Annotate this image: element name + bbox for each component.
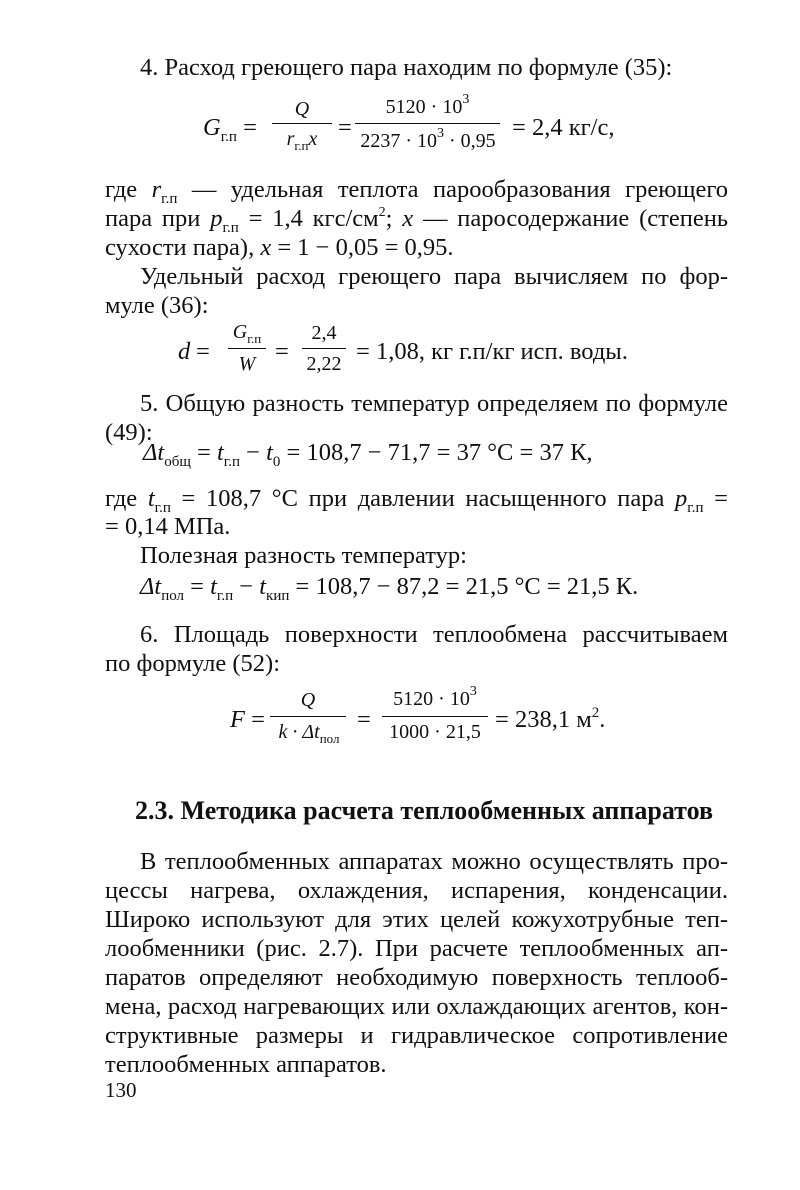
eq5-lhs: F = [230, 706, 265, 733]
where-line-2: пара при $p_{г.п} = 1,4$ кгс/$см^2$; x — паросодержание (степень [105, 205, 728, 236]
eq1-denominator: $r_{г.п}x$ [286, 128, 318, 153]
eq2-numerator-value: 2,4 [311, 322, 337, 344]
eq2-equals-2: = [275, 338, 289, 365]
paragraph-line: теплообменных аппаратов. [105, 1051, 387, 1078]
eq5-equals: = [357, 706, 371, 733]
section5-intro-line-1: 5. Общую разность температур определяем по формуле [140, 390, 728, 417]
eq1-equals: = [338, 114, 352, 141]
where-line-1: где $r_{г.п}$ — удельная теплота парообразования греющего [105, 176, 729, 207]
eq1-fraction-bar [272, 123, 332, 124]
where-line-3: сухости пара), x = 1 − 0,05 = 0,95. [105, 234, 454, 261]
eq1-numerator: Q [294, 98, 310, 120]
eq5-result: = 238,1 $м^2$. [495, 705, 606, 733]
eq2-denominator-value: 2,22 [306, 353, 342, 375]
eq1-lhs: $G_{г.п}$ = [203, 114, 257, 145]
eq2-values-bar [302, 348, 346, 349]
eq1-values-bar [355, 123, 500, 124]
section-heading: 2.3. Методика расчета теплообменных аппаратов [135, 796, 714, 825]
eq5-denominator: $k \cdot \Delta t_{пол}$ [278, 721, 340, 746]
eq2-numerator: $G_{г.п}$ [232, 321, 262, 346]
useful-difference-intro: Полезная разность температур: [140, 542, 467, 569]
section5-intro-line-2: (49): [105, 419, 153, 446]
paragraph-line: структивные размеры и гидравлическое сопротивление [105, 1022, 728, 1049]
eq5-numerator-values: $5120 \cdot 10^3$ [393, 684, 477, 710]
page-number: 130 [105, 1078, 137, 1102]
section4-intro: 4. Расход греющего пара находим по формуле (35): [140, 54, 673, 81]
eq2-equals-1: = [196, 338, 210, 365]
paragraph-line: паратов определяют необходимую поверхность теплооб- [105, 964, 728, 991]
eq2-fraction-bar [228, 348, 266, 349]
equation-total-temperature-difference: $\Delta t_{общ} = t_{г.п} - t_0 = 108,7 - 71,7 = 37$ °С = 37 К, [143, 439, 593, 470]
eq5-numerator: Q [300, 689, 316, 711]
specific-consumption-line-2: муле (36): [105, 292, 209, 319]
eq2-result: = 1,08, кг г.п/кг исп. воды. [356, 338, 628, 365]
paragraph-line: цессы нагрева, охлаждения, испарения, конденсации. [105, 877, 728, 904]
paragraph-line: лообменники (рис. 2.7). При расчете теплообменных ап- [105, 935, 728, 962]
eq1-denominator-values: $2237 \cdot 10^3 \cdot 0,95$ [360, 126, 496, 152]
paragraph-line: В теплообменных аппаратах можно осуществлять про- [140, 848, 728, 875]
where2-line-2: = 0,14 МПа. [105, 513, 231, 540]
section6-intro-line-2: по формуле (52): [105, 650, 281, 677]
equation-useful-temperature-difference: $\Delta t_{пол} = t_{г.п} - t_{кип} = 108,7 - 87,2 = 21,5$ °С = 21,5 К. [140, 573, 639, 604]
where2-line-1: где $t_{г.п} = 108,7$ °С при давлении насыщенного пара $p_{г.п}$ = [105, 485, 729, 516]
eq1-result: = 2,4 кг/с, [512, 114, 615, 141]
eq5-fraction-bar [270, 716, 346, 717]
eq2-denominator: W [238, 353, 256, 375]
paragraph-line: Широко используют для этих целей кожухотрубные теп- [105, 906, 728, 933]
paragraph-line: мена, расход нагревающих или охлаждающих агентов, кон- [105, 993, 728, 1020]
eq2-lhs: d [178, 338, 191, 365]
eq5-denominator-values: 1000 · 21,5 [389, 721, 481, 743]
specific-consumption-line-1: Удельный расход греющего пара вычисляем по фор- [140, 263, 728, 290]
eq1-numerator-values: $5120 \cdot 10^3$ [385, 92, 470, 118]
eq5-values-bar [382, 716, 488, 717]
section6-intro-line-1: 6. Площадь поверхности теплообмена рассчитываем [140, 621, 728, 648]
